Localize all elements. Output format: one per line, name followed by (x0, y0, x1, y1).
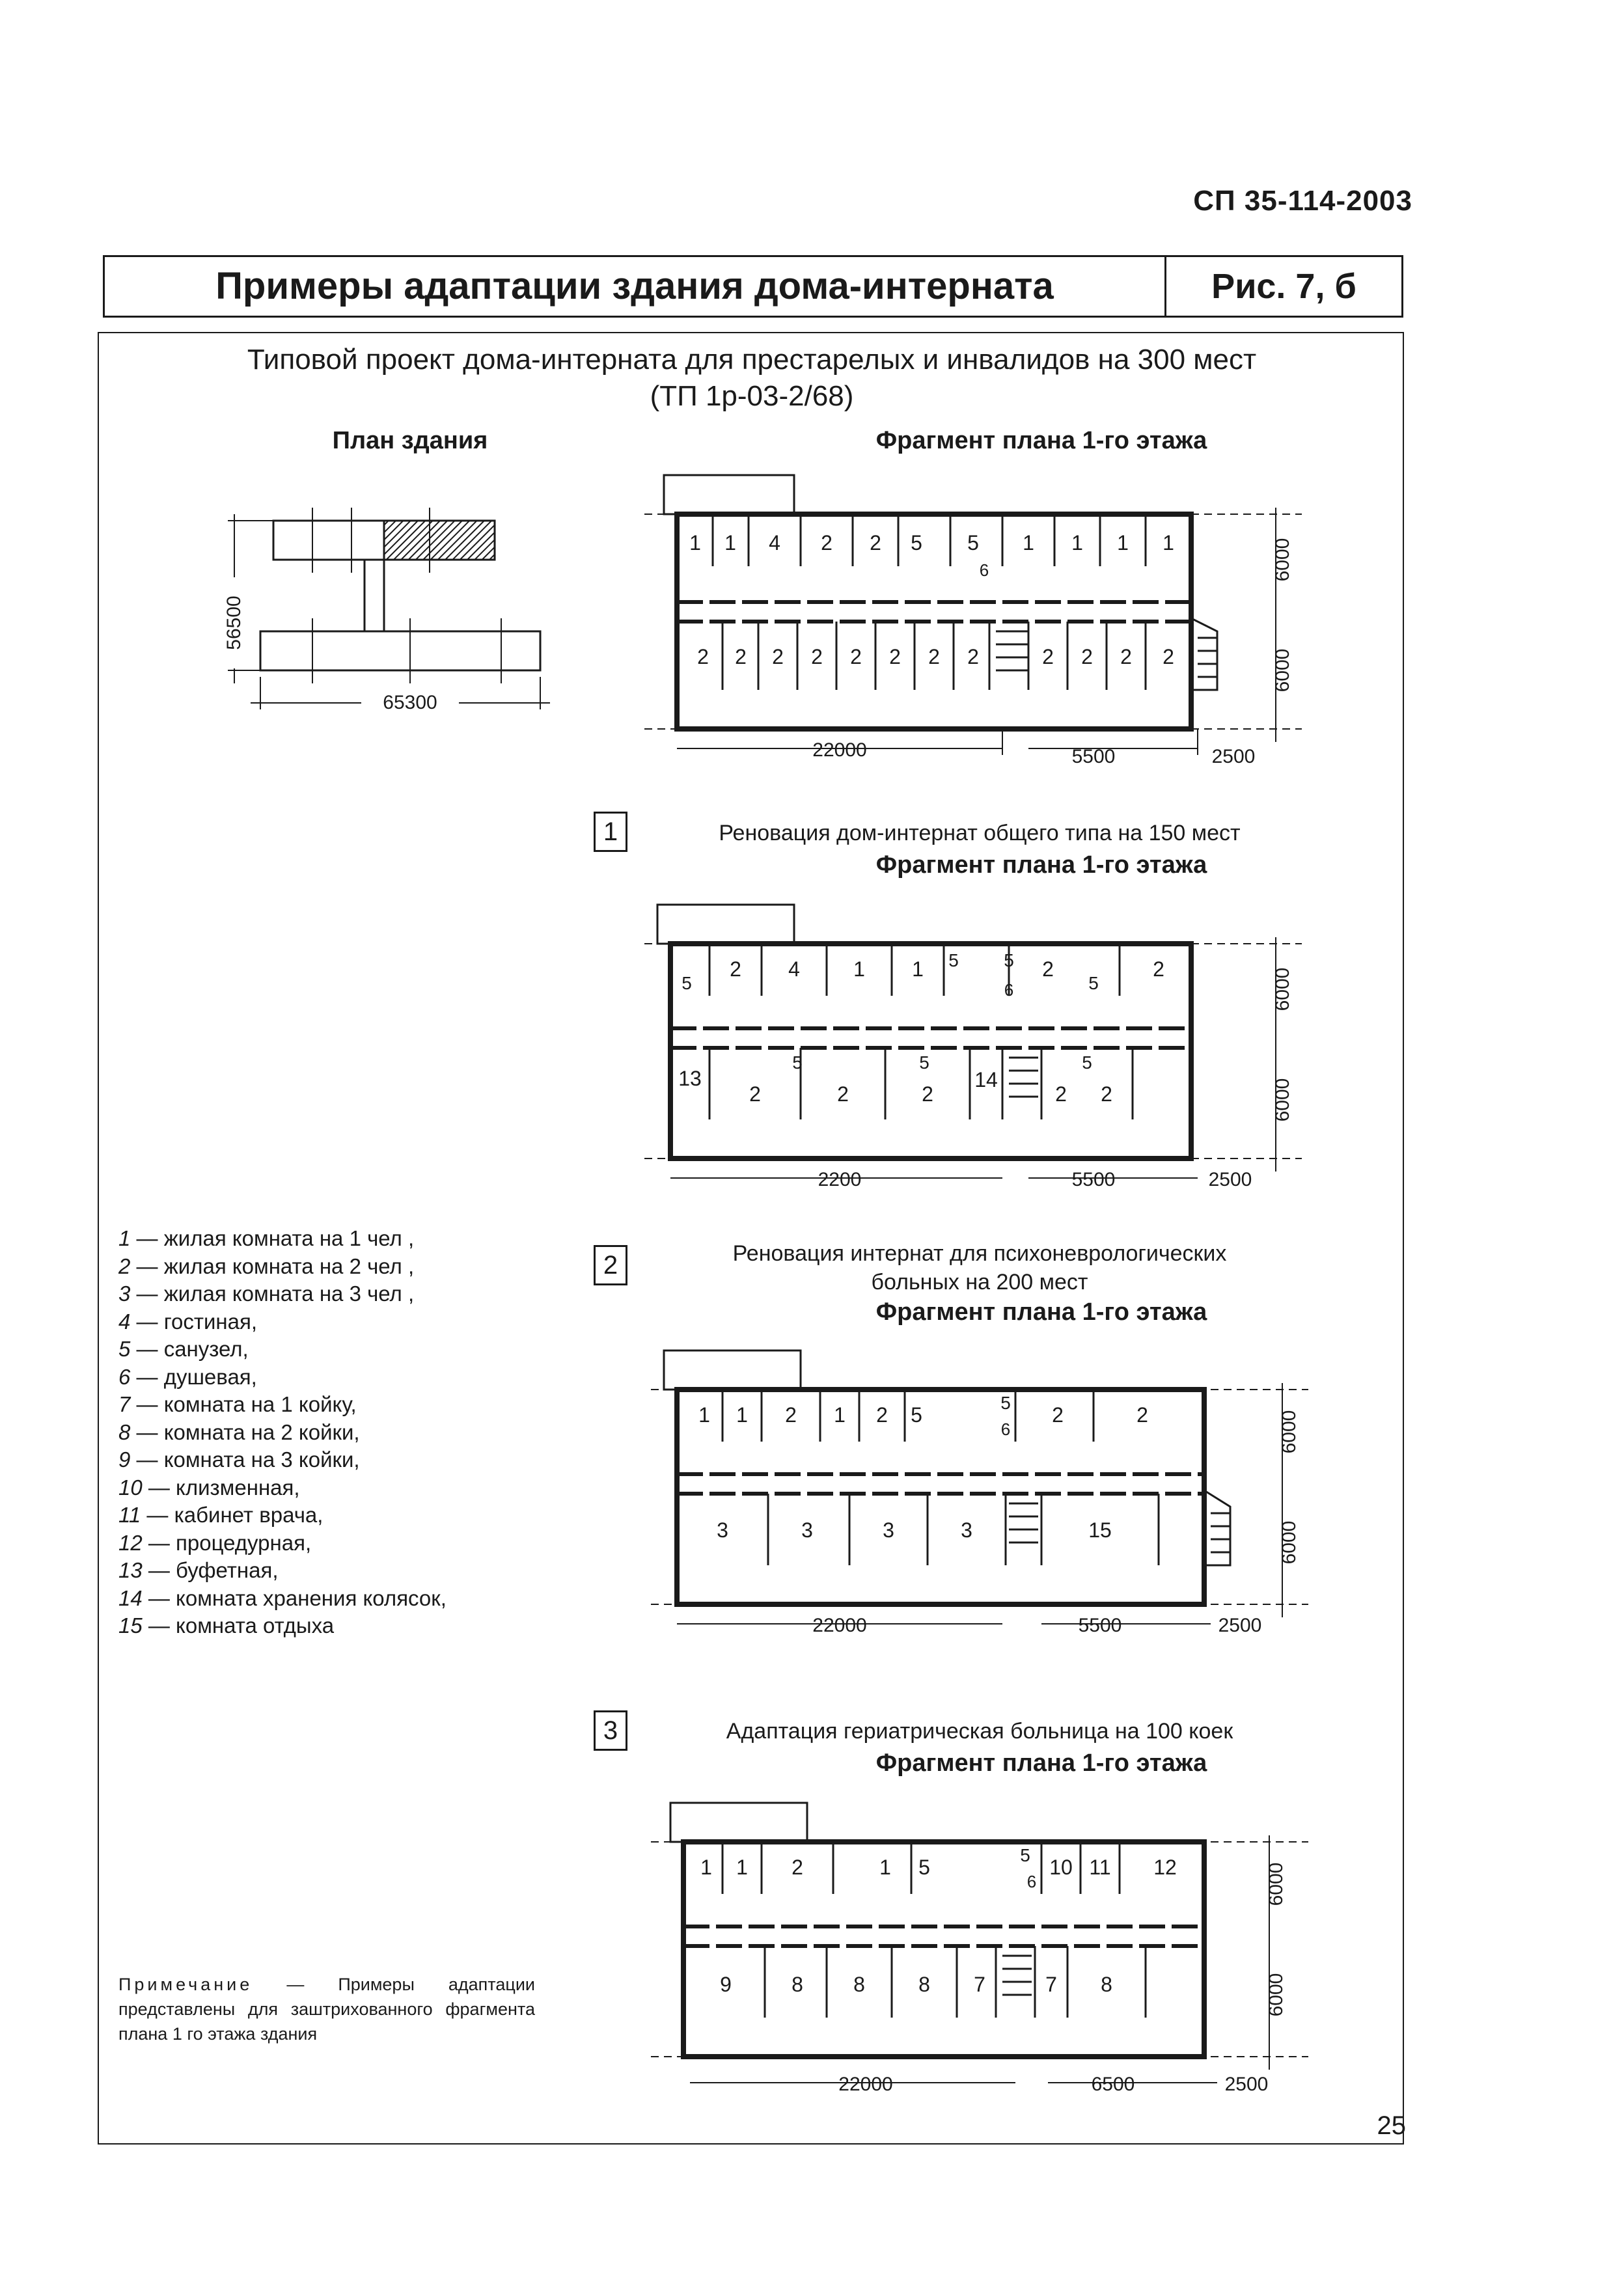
v3-dim-1: 22000 (838, 2074, 893, 2095)
base-dim-1: 22000 (812, 739, 867, 761)
site-dim-vertical: 56500 (223, 577, 245, 668)
variant-3-heading: Фрагмент плана 1-го этажа (875, 1749, 1207, 1777)
legend-item: 8 — комната на 2 койки, (118, 1419, 360, 1444)
v1-bottom-room-2: 2 (749, 1082, 761, 1106)
note-label: Примечание (118, 1975, 253, 1994)
v1-dim-3: 2500 (1208, 1169, 1252, 1190)
note (118, 1972, 535, 2046)
v1-top-room-8: 2 (1042, 957, 1054, 981)
base-bottom-room-7: 2 (928, 645, 940, 668)
legend-item: 9 — комната на 3 койки, (118, 1447, 360, 1472)
v1-bottom-room-6: 2 (1055, 1082, 1067, 1106)
v1-top-room-2: 2 (730, 957, 741, 981)
v2-top-room-4: 1 (834, 1403, 846, 1427)
v1-side-dim-1: 6000 (1272, 967, 1293, 1011)
base-plan-drawing (644, 469, 1308, 768)
v3-bottom-room-7: 8 (1101, 1973, 1112, 1996)
base-dim-2: 5500 (1071, 746, 1116, 767)
v2-top-room-6: 5 (911, 1403, 922, 1427)
v3-top-room-4: 1 (879, 1856, 891, 1879)
v2-dim-3: 2500 (1218, 1615, 1262, 1636)
v3-bottom-room-5: 7 (974, 1973, 985, 1996)
legend-item: 5 — санузел, (118, 1337, 249, 1361)
page-number: 25 (1377, 2111, 1406, 2140)
variant-2-caption-line1: Реновация интернат для психоневрологических (732, 1241, 1227, 1266)
legend-item: 2 — жилая комната на 2 чел , (118, 1254, 415, 1278)
base-top-room-6: 5 (911, 531, 922, 555)
v2-bottom-room-5: 15 (1088, 1518, 1112, 1542)
room-legend (118, 1225, 587, 1640)
v3-shower-label: 6 (1026, 1872, 1037, 1891)
base-side-dim-1: 6000 (1272, 538, 1293, 582)
base-side-dim-2: 6000 (1272, 648, 1293, 692)
figure-number: Рис. 7, б (1211, 267, 1356, 306)
v1-dim-1: 2200 (818, 1169, 862, 1190)
v2-bottom-room-2: 3 (801, 1518, 813, 1542)
v1-top-room-7: 5 (1004, 950, 1014, 970)
variant-2-caption-line2: больных на 200 мест (871, 1270, 1088, 1295)
v2-side-dim-1: 6000 (1278, 1410, 1300, 1454)
v1-bottom-room-7: 2 (1101, 1082, 1112, 1106)
legend-item: 13 — буфетная, (118, 1558, 279, 1582)
v1-bottom-small-3: 5 (1082, 1052, 1092, 1073)
base-dim-3: 2500 (1211, 746, 1256, 767)
v2-top-room-7: 5 (1000, 1393, 1011, 1413)
v3-bottom-room-3: 8 (853, 1973, 865, 1996)
base-top-room-5: 2 (870, 531, 881, 555)
v2-dim-2: 5500 (1078, 1615, 1122, 1636)
legend-item: 10 — клизменная, (118, 1475, 300, 1500)
v3-bottom-room-2: 8 (791, 1973, 803, 1996)
variant-1-caption: Реновация дом-интернат общего типа на 150 мест (719, 821, 1241, 845)
v3-side-dim-1: 6000 (1265, 1862, 1287, 1906)
legend-item: 3 — жилая комната на 3 чел , (118, 1282, 415, 1306)
v1-bottom-small-1: 5 (792, 1052, 803, 1073)
v2-bottom-room-4: 3 (961, 1518, 972, 1542)
base-bottom-room-4: 2 (811, 645, 823, 668)
base-top-room-3: 4 (769, 531, 780, 555)
variant-3-number: 3 (594, 1710, 627, 1751)
base-bottom-room-1: 2 (697, 645, 709, 668)
v3-top-room-7: 10 (1049, 1856, 1073, 1879)
v2-bottom-room-3: 3 (883, 1518, 894, 1542)
v1-top-room-3: 4 (788, 957, 800, 981)
v2-dim-1: 22000 (812, 1615, 867, 1636)
v3-top-room-6: 5 (1020, 1845, 1030, 1865)
v3-top-room-2: 1 (736, 1856, 748, 1879)
legend-item: 12 — процедурная, (118, 1530, 312, 1555)
project-title-line2: (ТП 1р-03-2/68) (650, 380, 854, 412)
base-top-room-10: 1 (1117, 531, 1129, 555)
base-bottom-room-11: 2 (1120, 645, 1132, 668)
v3-dim-2: 6500 (1091, 2074, 1135, 2095)
v1-shower-label: 6 (1004, 980, 1014, 1000)
v2-top-room-1: 1 (698, 1403, 710, 1427)
v3-side-dim-2: 6000 (1265, 1973, 1287, 2017)
document-code: СП 35-114-2003 (1193, 185, 1412, 217)
base-plan-heading: Фрагмент плана 1-го этажа (875, 427, 1207, 454)
v3-top-room-1: 1 (700, 1856, 712, 1879)
base-top-room-1: 1 (689, 531, 701, 555)
v1-top-room-9: 5 (1088, 973, 1099, 993)
legend-item: 1 — жилая комната на 1 чел , (118, 1226, 415, 1250)
v2-top-room-5: 2 (876, 1403, 888, 1427)
v1-bottom-room-3: 2 (837, 1082, 849, 1106)
variant-1-heading: Фрагмент плана 1-го этажа (875, 851, 1207, 879)
variant-2-caption (651, 1239, 1308, 1296)
v3-top-room-8: 11 (1089, 1856, 1111, 1879)
v3-top-room-5: 5 (918, 1856, 930, 1879)
v2-top-room-3: 2 (785, 1403, 797, 1427)
legend-item: 4 — гостиная, (118, 1309, 258, 1334)
variant-2-plan-drawing (651, 1344, 1315, 1643)
base-bottom-room-12: 2 (1163, 645, 1174, 668)
project-title-line1: Типовой проект дома-интерната для престарелых и инвалидов на 300 мест (247, 344, 1257, 376)
project-title (104, 342, 1399, 415)
legend-item: 6 — душевая, (118, 1364, 257, 1389)
v3-bottom-room-1: 9 (720, 1973, 732, 1996)
site-plan-heading: План здания (332, 427, 488, 454)
v1-bottom-small-2: 5 (919, 1052, 929, 1073)
base-bottom-room-8: 2 (967, 645, 979, 668)
page-title: Примеры адаптации здания дома-интерната (105, 257, 1166, 316)
v3-top-room-9: 12 (1153, 1856, 1177, 1879)
v2-bottom-room-1: 3 (717, 1518, 728, 1542)
base-top-room-4: 2 (821, 531, 833, 555)
v3-bottom-room-6: 7 (1045, 1973, 1057, 1996)
variant-2-number: 2 (594, 1245, 627, 1285)
v1-top-room-6: 5 (948, 950, 959, 970)
base-shower-label: 6 (979, 560, 989, 580)
v1-dim-2: 5500 (1071, 1169, 1116, 1190)
base-bottom-room-2: 2 (735, 645, 747, 668)
v3-bottom-room-4: 8 (918, 1973, 930, 1996)
base-top-room-2: 1 (724, 531, 736, 555)
title-box (103, 255, 1403, 318)
legend-item: 14 — комната хранения колясок, (118, 1585, 447, 1610)
v1-top-room-1: 5 (681, 973, 692, 993)
base-bottom-room-10: 2 (1081, 645, 1093, 668)
base-top-room-8: 1 (1023, 531, 1034, 555)
variant-1-number: 1 (594, 812, 627, 852)
v3-top-room-3: 2 (791, 1856, 803, 1879)
note-text: — Примеры адаптации представлены для заштрихованного фрагмента плана 1 го этажа здания (118, 1975, 535, 2044)
variant-3-plan-drawing (651, 1796, 1315, 2102)
base-top-room-7: 5 (967, 531, 979, 555)
variant-3-caption: Адаптация гериатрическая больница на 100 коек (726, 1719, 1233, 1744)
variant-2-heading: Фрагмент плана 1-го этажа (875, 1298, 1207, 1326)
v2-shower-label: 6 (1000, 1419, 1011, 1439)
v1-top-room-4: 1 (853, 957, 865, 981)
v3-dim-3: 2500 (1224, 2074, 1269, 2095)
legend-item: 7 — комната на 1 койку, (118, 1392, 357, 1416)
v2-top-room-2: 1 (736, 1403, 748, 1427)
base-top-room-11: 1 (1163, 531, 1174, 555)
v2-side-dim-2: 6000 (1278, 1520, 1300, 1565)
base-bottom-room-9: 2 (1042, 645, 1054, 668)
v1-bottom-room-4: 2 (922, 1082, 933, 1106)
v1-side-dim-2: 6000 (1272, 1078, 1293, 1122)
v1-bottom-room-1: 13 (678, 1067, 702, 1090)
site-dim-horizontal: 65300 (361, 692, 459, 714)
legend-item: 11 — кабинет врача, (118, 1503, 323, 1527)
v2-top-room-8: 2 (1052, 1403, 1064, 1427)
base-bottom-room-5: 2 (850, 645, 862, 668)
v1-top-room-10: 2 (1153, 957, 1164, 981)
base-bottom-room-6: 2 (889, 645, 901, 668)
variant-1-plan-drawing (644, 898, 1308, 1198)
v1-bottom-room-5: 14 (974, 1068, 998, 1091)
base-top-room-9: 1 (1071, 531, 1083, 555)
base-bottom-room-3: 2 (772, 645, 784, 668)
legend-item: 15 — комната отдыха (118, 1613, 335, 1638)
v1-top-room-5: 1 (912, 957, 924, 981)
v2-top-room-9: 2 (1136, 1403, 1148, 1427)
